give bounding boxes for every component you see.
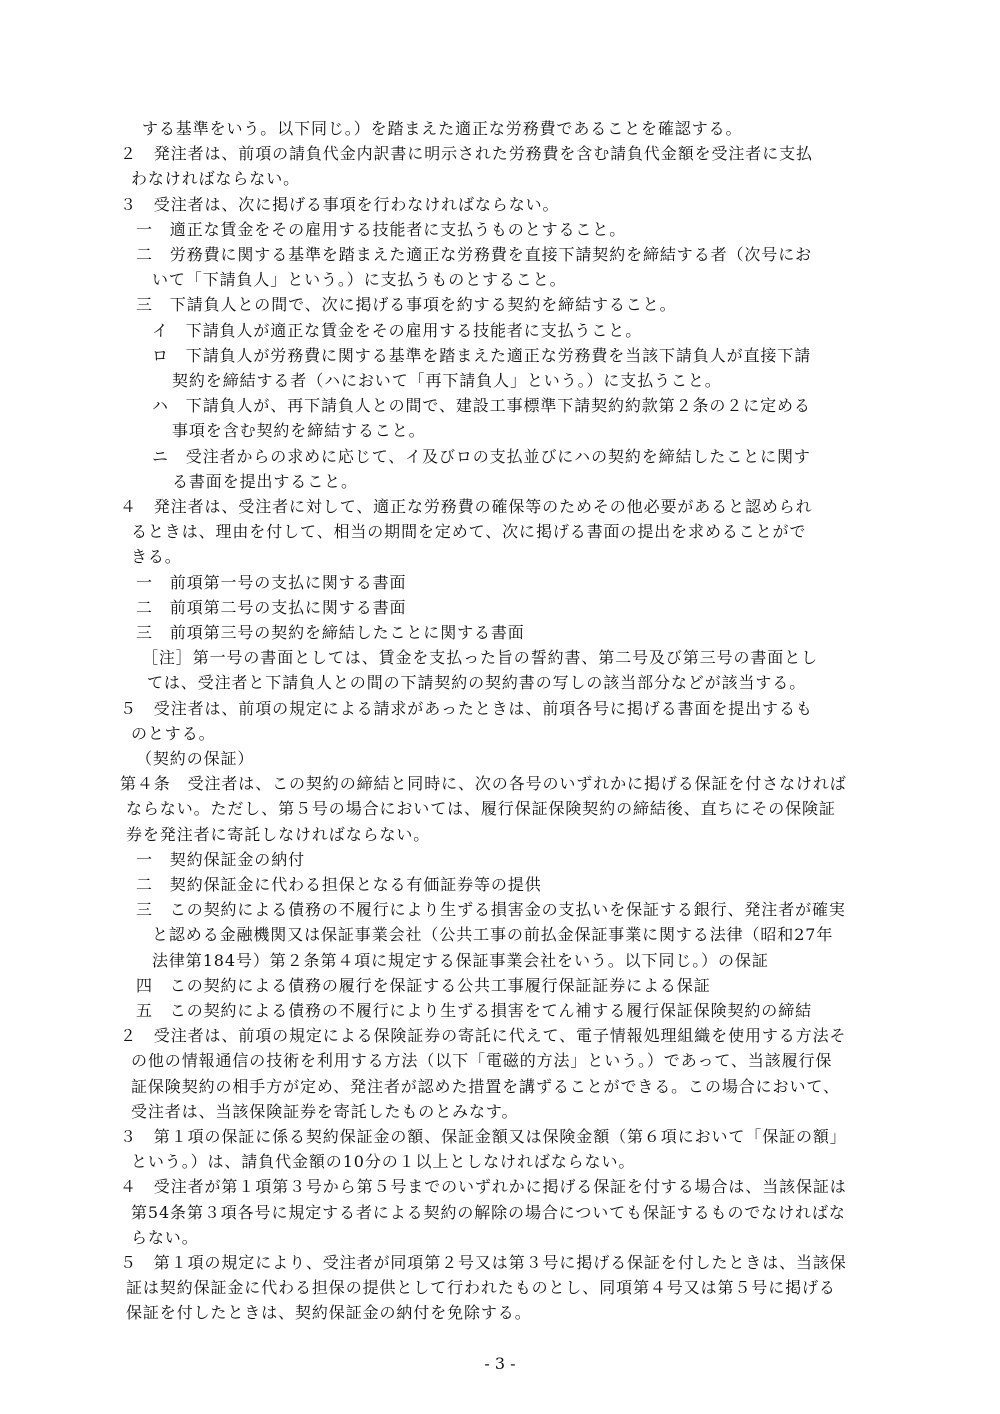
text-line: 一 適正な賃金をその雇用する技能者に支払うものとすること。 bbox=[136, 220, 627, 239]
text-line: いて「下請負人」という。）に支払うものとすること。 bbox=[152, 270, 567, 289]
text-line: 三 下請負人との間で、次に掲げる事項を約する契約を締結すること。 bbox=[136, 295, 677, 314]
text-line: わなければならない。 bbox=[131, 169, 301, 188]
text-line: 契約を締結する者（ハにおいて「再下請負人」という。）に支払うこと。 bbox=[172, 371, 722, 390]
text-line: 法律第184号）第２条第４項に規定する保証事業会社をいう。以下同じ。）の保証 bbox=[152, 951, 769, 970]
text-line: 事項を含む契約を締結すること。 bbox=[172, 421, 426, 440]
text-line: 受注者は、当該保険証券を寄託したものとみなす。 bbox=[131, 1102, 519, 1121]
text-line: る書面を提出すること。 bbox=[172, 472, 358, 491]
text-line: という。）は、請負代金額の10分の１以上としなければならない。 bbox=[131, 1152, 636, 1171]
article-line: 第４条 受注者は、この契約の締結と同時に、次の各号のいずれかに掲げる保証を付さなければ bbox=[120, 774, 847, 793]
text-line: ２ 発注者は、前項の請負代金内訳書に明示された労務費を含む請負代金額を受注者に支払 bbox=[120, 144, 813, 163]
page-number: - 3 - bbox=[484, 1354, 516, 1373]
text-line: ならない。ただし、第５号の場合においては、履行保証保険契約の締結後、直ちにその保険証 bbox=[126, 799, 836, 818]
text-line: ては、受注者と下請負人との間の下請契約の契約書の写しの該当部分などが該当する。 bbox=[147, 673, 807, 692]
text-line: るときは、理由を付して、相当の期間を定めて、次に掲げる書面の提出を求めることがで bbox=[131, 522, 807, 541]
text-line: 三 前項第三号の契約を締結したことに関する書面 bbox=[136, 623, 525, 642]
text-line: 証保険契約の相手方が定め、発注者が認めた措置を講ずることができる。この場合において、 bbox=[131, 1077, 840, 1096]
text-line: きる。 bbox=[131, 547, 182, 566]
text-line: ５ 受注者は、前項の規定による請求があったときは、前項各号に掲げる書面を提出するも bbox=[120, 699, 813, 718]
text-line: 二 前項第二号の支払に関する書面 bbox=[136, 598, 407, 617]
text-line: の他の情報通信の技術を利用する方法（以下「電磁的方法」という。）であって、当該履行保 bbox=[131, 1051, 833, 1070]
text-line: ２ 受注者は、前項の規定による保険証券の寄託に代えて、電子情報処理組織を使用する方法そ bbox=[120, 1026, 847, 1045]
text-line: 三 この契約による債務の不履行により生ずる損害金の支払いを保証する銀行、発注者が確実 bbox=[136, 900, 846, 919]
text-line: 二 契約保証金に代わる担保となる有価証券等の提供 bbox=[136, 875, 542, 894]
text-line: 二 労務費に関する基準を踏まえた適正な労務費を直接下請契約を締結する者（次号にお bbox=[136, 245, 813, 264]
text-line: ［注］第一号の書面としては、賃金を支払った旨の誓約書、第二号及び第三号の書面とし bbox=[142, 648, 819, 667]
text-line: 一 前項第一号の支払に関する書面 bbox=[136, 573, 407, 592]
text-line: ４ 受注者が第１項第３号から第５号までのいずれかに掲げる保証を付する場合は、当該保証は bbox=[120, 1177, 847, 1196]
section-heading: （契約の保証） bbox=[136, 749, 255, 768]
text-line: と認める金融機関又は保証事業会社（公共工事の前払金保証事業に関する法律（昭和27年 bbox=[152, 925, 834, 944]
text-line: 第54条第３項各号に規定する者による契約の解除の場合についても保証するものでなければな bbox=[131, 1203, 846, 1222]
text-line: 一 契約保証金の納付 bbox=[136, 850, 306, 869]
text-line: のとする。 bbox=[131, 724, 216, 743]
text-line: する基準をいう。以下同じ。）を踏まえた適正な労務費であることを確認する。 bbox=[142, 119, 743, 138]
text-line: ３ 受注者は、次に掲げる事項を行わなければならない。 bbox=[120, 195, 560, 214]
text-line: 券を発注者に寄託しなければならない。 bbox=[126, 825, 431, 844]
text-line: ４ 発注者は、受注者に対して、適正な労務費の確保等のためその他必要があると認められ bbox=[120, 497, 813, 516]
text-line: イ 下請負人が適正な賃金をその雇用する技能者に支払うこと。 bbox=[152, 321, 643, 340]
text-line: 五 この契約による債務の不履行により生ずる損害をてん補する履行保証保険契約の締結 bbox=[136, 1001, 813, 1020]
text-line: ５ 第１項の規定により、受注者が同項第２号又は第３号に掲げる保証を付したときは、当該保 bbox=[120, 1253, 847, 1272]
text-line: ３ 第１項の保証に係る契約保証金の額、保証金額又は保険金額（第６項において「保証の額」 bbox=[120, 1127, 847, 1146]
text-line: ハ 下請負人が、再下請負人との間で、建設工事標準下請契約約款第２条の２に定める bbox=[152, 396, 811, 415]
text-line: 保証を付したときは、契約保証金の納付を免除する。 bbox=[126, 1303, 532, 1322]
text-line: 証は契約保証金に代わる担保の提供として行われたものとし、同項第４号又は第５号に掲げる bbox=[126, 1278, 836, 1297]
text-line: ニ 受注者からの求めに応じて、イ及びロの支払並びにハの契約を締結したことに関す bbox=[152, 447, 811, 466]
text-line: ロ 下請負人が労務費に関する基準を踏まえた適正な労務費を当該下請負人が直接下請 bbox=[152, 346, 812, 365]
text-line: 四 この契約による債務の履行を保証する公共工事履行保証証券による保証 bbox=[136, 976, 711, 995]
text-line: らない。 bbox=[131, 1228, 199, 1247]
